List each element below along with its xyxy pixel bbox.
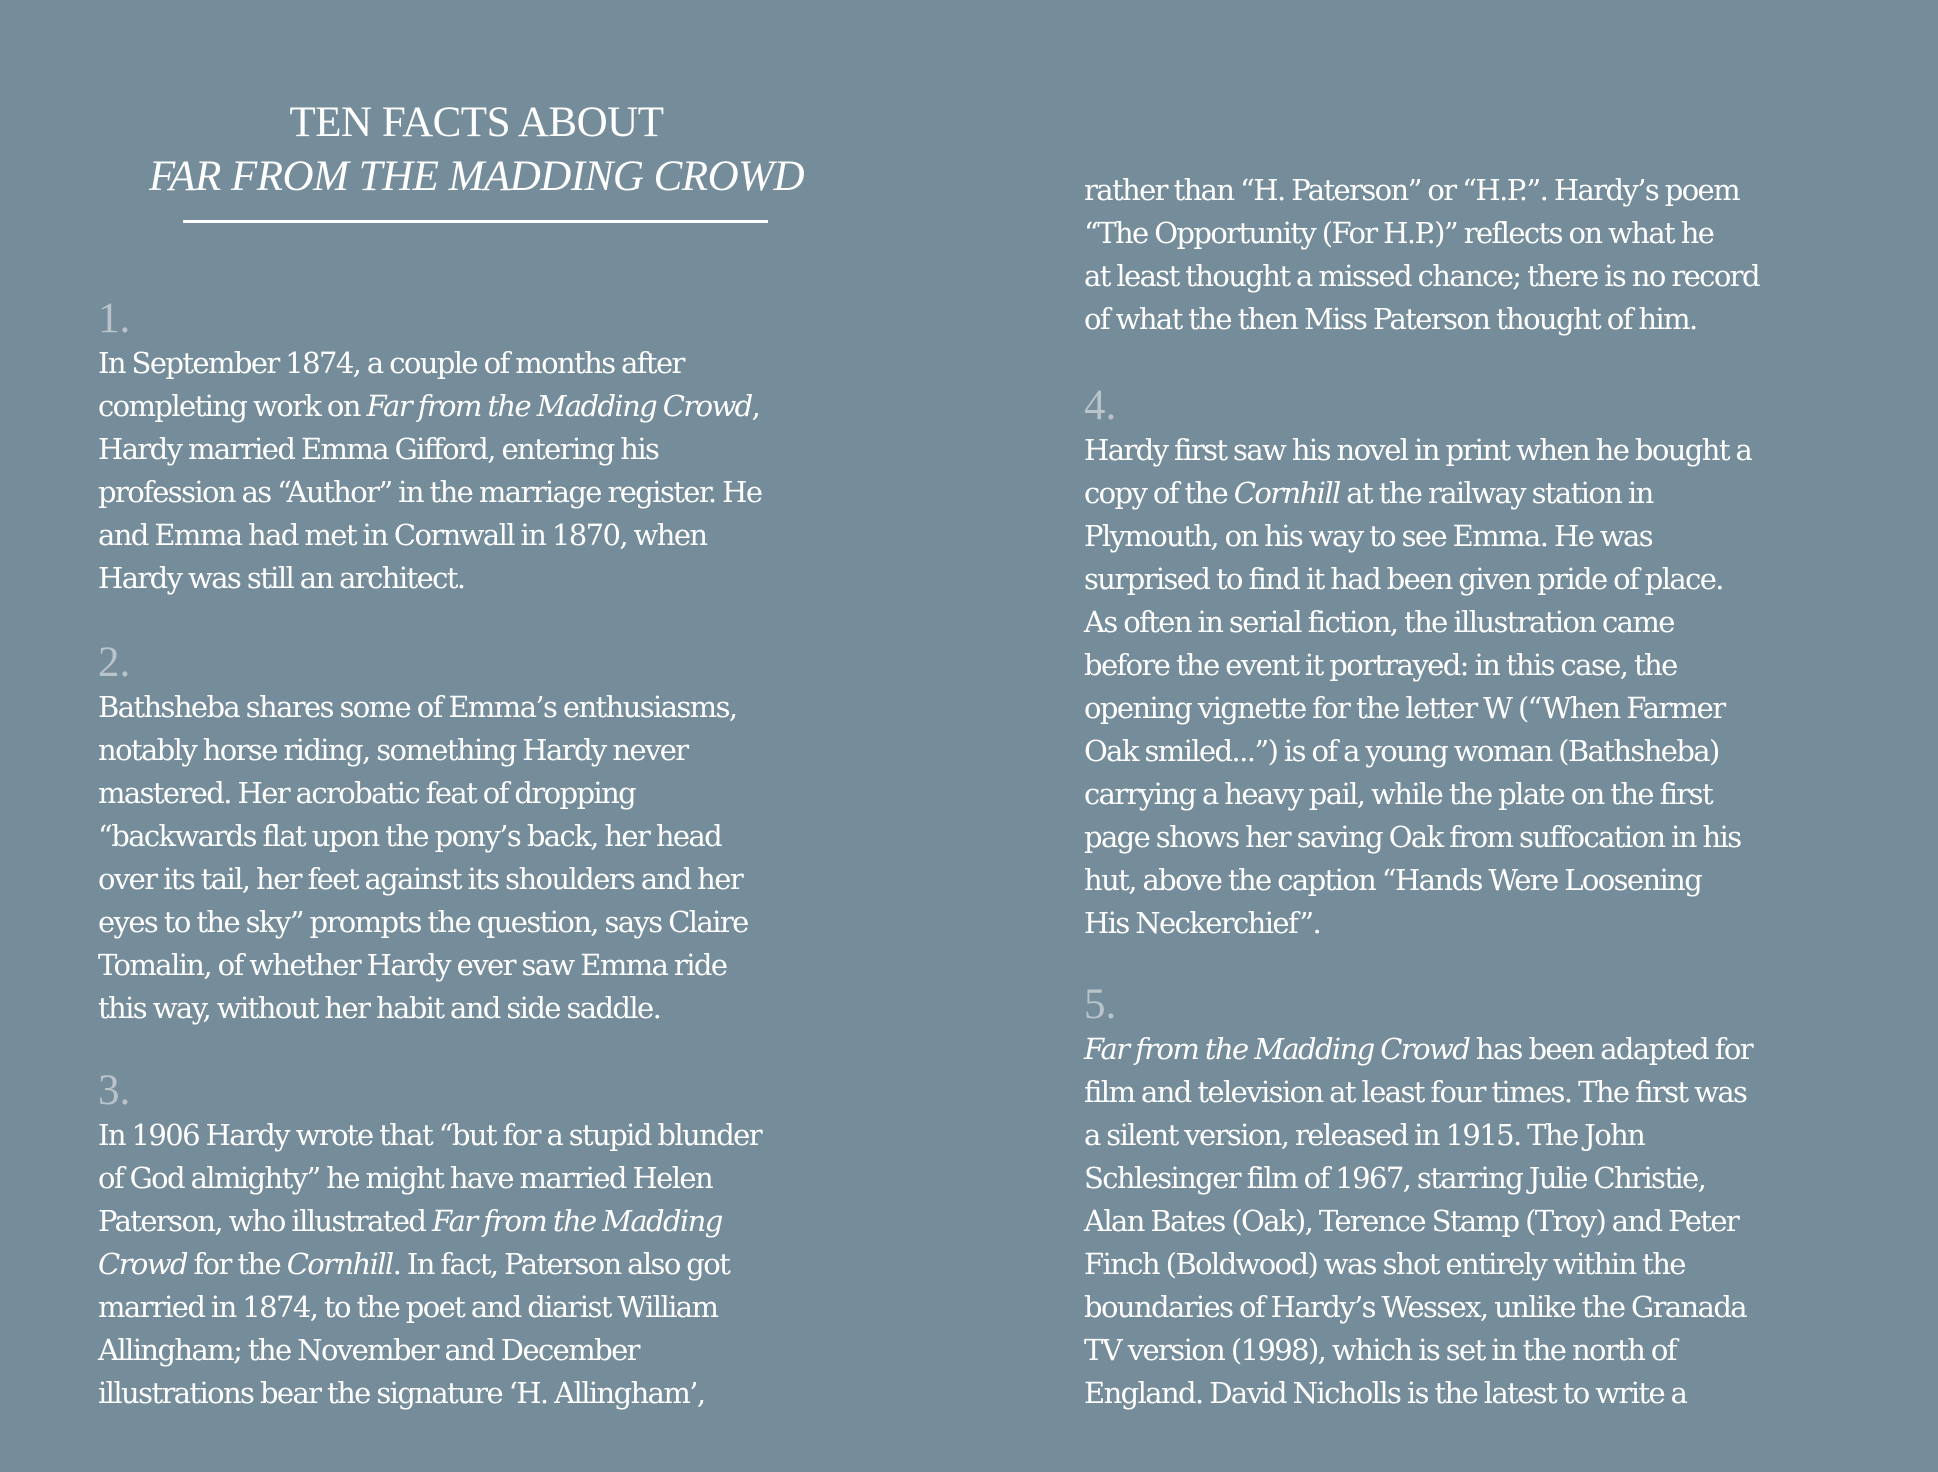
text-line — [98, 815, 918, 858]
text-run: England. David Nicholls is the latest to write a — [1084, 1376, 1687, 1410]
text-line — [1084, 1157, 1904, 1200]
text-line — [1084, 730, 1904, 773]
text-run: completing work on — [98, 389, 367, 423]
text-line — [98, 1157, 918, 1200]
text-run: has been adapted for — [1469, 1032, 1752, 1066]
text-run: . In fact, Paterson also got — [392, 1247, 730, 1281]
fact-4 — [1084, 383, 1904, 945]
fact-text — [1084, 429, 1904, 945]
text-run: for the — [186, 1247, 287, 1281]
text-line — [1084, 1243, 1904, 1286]
text-run: Plymouth, on his way to see Emma. He was — [1084, 519, 1653, 553]
text-line — [98, 901, 918, 944]
fact-number: 4. — [1084, 382, 1117, 429]
fact-number: 3. — [98, 1067, 131, 1114]
text-run: married in 1874, to the poet and diarist William — [98, 1290, 718, 1324]
text-line — [1084, 429, 1904, 472]
text-line — [1084, 212, 1904, 255]
text-run: Hardy was still an architect. — [98, 561, 465, 595]
text-line — [1084, 255, 1904, 298]
text-line — [1084, 601, 1904, 644]
text-line — [98, 514, 918, 557]
text-run: rather than “H. Paterson” or “H.P.”. Hardy’s poem — [1084, 173, 1740, 207]
fact-2 — [98, 640, 918, 1030]
fact-text — [1084, 1028, 1904, 1415]
text-line — [98, 1286, 918, 1329]
text-line — [98, 858, 918, 901]
text-line — [98, 385, 918, 428]
text-line — [1084, 773, 1904, 816]
text-run: page shows her saving Oak from suffocation in his — [1084, 820, 1741, 854]
text-line — [1084, 902, 1904, 945]
text-line — [1084, 472, 1904, 515]
fact-1 — [98, 296, 918, 600]
text-run: TV version (1998), which is set in the north of — [1084, 1333, 1676, 1367]
text-line — [98, 1372, 918, 1415]
text-run: at the railway station in — [1339, 476, 1653, 510]
text-line — [1084, 1286, 1904, 1329]
text-run: at least thought a missed chance; there is no record — [1084, 259, 1759, 293]
text-line — [1084, 1114, 1904, 1157]
text-line — [1084, 1071, 1904, 1114]
text-run: Paterson, who illustrated — [98, 1204, 433, 1238]
italic-run: Far from the Madding Crowd — [366, 389, 752, 423]
fact-text — [98, 342, 918, 600]
text-line — [98, 342, 918, 385]
fact-number: 5. — [1084, 981, 1117, 1028]
fact-number: 2. — [98, 639, 131, 686]
text-run: Hardy married Emma Gifford, entering his — [98, 432, 659, 466]
heading-divider — [183, 220, 768, 223]
text-run: Oak smiled...”) is of a young woman (Bathsheba) — [1084, 734, 1719, 768]
text-run: hut, above the caption “Hands Were Loosening — [1084, 863, 1702, 897]
heading-book-title: FAR FROM THE MADDING CROWD — [148, 153, 804, 200]
text-line — [98, 772, 918, 815]
text-run: carrying a heavy pail, while the plate on the first — [1084, 777, 1713, 811]
text-run: Alan Bates (Oak), Terence Stamp (Troy) and Peter — [1084, 1204, 1739, 1238]
article-heading — [98, 96, 855, 204]
text-run: Allingham; the November and December — [98, 1333, 639, 1367]
text-line — [98, 1200, 918, 1243]
text-run: His Neckerchief”. — [1084, 906, 1321, 940]
text-run: eyes to the sky” prompts the question, says Claire — [98, 905, 748, 939]
italic-run: Cornhill — [286, 1247, 393, 1281]
text-run: “backwards flat upon the pony’s back, her head — [98, 819, 722, 853]
text-run: Finch (Boldwood) was shot entirely within the — [1084, 1247, 1685, 1281]
text-run: “The Opportunity (For H.P.)” reflects on what he — [1084, 216, 1714, 250]
text-line — [1084, 558, 1904, 601]
text-line — [1084, 1028, 1904, 1071]
text-line — [98, 1243, 918, 1286]
text-line — [1084, 859, 1904, 902]
heading-title: TEN FACTS ABOUT — [289, 99, 664, 146]
italic-run: Crowd — [98, 1247, 187, 1281]
fact-text — [98, 686, 918, 1030]
text-run: As often in serial fiction, the illustration came — [1084, 605, 1674, 639]
text-line — [1084, 1372, 1904, 1415]
text-run: before the event it portrayed: in this case, the — [1084, 648, 1677, 682]
text-line — [98, 1114, 918, 1157]
text-line — [1084, 298, 1904, 341]
text-run: profession as “Author” in the marriage register. He — [98, 475, 762, 509]
text-line — [98, 686, 918, 729]
italic-run: Cornhill — [1233, 476, 1340, 510]
text-run: In 1906 Hardy wrote that “but for a stupid blunder — [98, 1118, 761, 1152]
text-line — [98, 944, 918, 987]
text-run: film and television at least four times. The first was — [1084, 1075, 1747, 1109]
text-run: Hardy first saw his novel in print when he bought a — [1084, 433, 1752, 467]
text-run: copy of the — [1084, 476, 1234, 510]
text-line — [98, 428, 918, 471]
text-run: and Emma had met in Cornwall in 1870, when — [98, 518, 707, 552]
text-run: boundaries of Hardy’s Wessex, unlike the Granada — [1084, 1290, 1746, 1324]
text-run: of God almighty” he might have married Helen — [98, 1161, 713, 1195]
text-run: Bathsheba shares some of Emma’s enthusiasms, — [98, 690, 737, 724]
text-line — [98, 471, 918, 514]
text-run: Schlesinger film of 1967, starring Julie Christie, — [1084, 1161, 1706, 1195]
text-run: Tomalin, of whether Hardy ever saw Emma ride — [98, 948, 727, 982]
italic-run: Far from the Madding — [432, 1204, 722, 1238]
text-run: opening vignette for the letter W (“When Farmer — [1084, 691, 1725, 725]
text-run: of what the then Miss Paterson thought of him. — [1084, 302, 1697, 336]
text-line — [98, 557, 918, 600]
text-run: this way, without her habit and side saddle. — [98, 991, 661, 1025]
text-run: a silent version, released in 1915. The John — [1084, 1118, 1645, 1152]
text-line — [98, 729, 918, 772]
italic-run: Far from the Madding Crowd — [1084, 1032, 1470, 1066]
text-run: surprised to find it had been given pride of place. — [1084, 562, 1723, 596]
text-line — [1084, 515, 1904, 558]
text-line — [1084, 1329, 1904, 1372]
text-line — [1084, 687, 1904, 730]
text-line — [98, 987, 918, 1030]
fact-number: 1. — [98, 295, 131, 342]
text-run: , — [751, 389, 760, 423]
fact-5 — [1084, 982, 1904, 1415]
text-line — [1084, 1200, 1904, 1243]
text-run: mastered. Her acrobatic feat of dropping — [98, 776, 636, 810]
fact-text — [98, 1114, 918, 1415]
text-line — [98, 1329, 918, 1372]
text-run: illustrations bear the signature ‘H. Allingham’, — [98, 1376, 705, 1410]
text-line — [1084, 644, 1904, 687]
text-line — [1084, 169, 1904, 212]
fact-3 — [98, 1068, 918, 1415]
text-run: over its tail, her feet against its shoulders and her — [98, 862, 743, 896]
fact-3-continuation — [1084, 169, 1904, 341]
text-run: notably horse riding, something Hardy never — [98, 733, 688, 767]
text-line — [1084, 816, 1904, 859]
text-run: In September 1874, a couple of months after — [98, 346, 684, 380]
